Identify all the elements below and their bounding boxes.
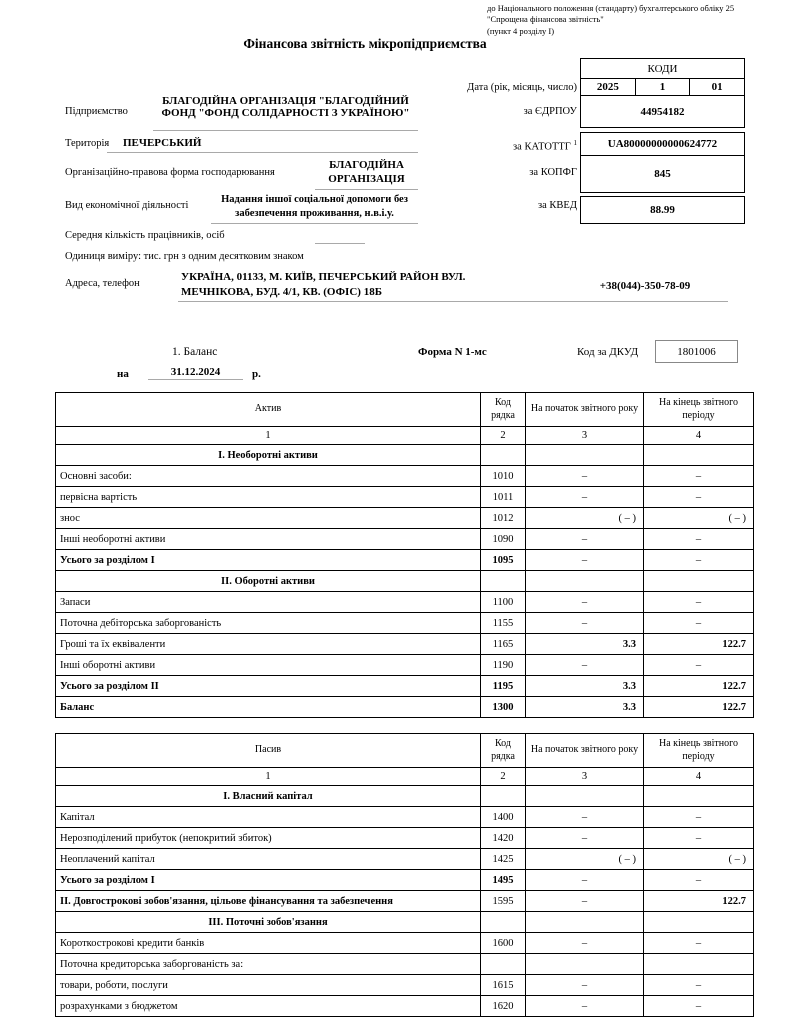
enterprise-label: Підприємство (65, 106, 128, 117)
row-label-cell: знос (56, 508, 481, 529)
row-value-start-cell: – (526, 613, 644, 634)
codes-header: КОДИ (580, 58, 745, 79)
row-value-end-cell: – (644, 975, 754, 996)
column-number: 1 (56, 768, 481, 786)
legal-form-label: Організаційно-правова форма господарювання (65, 167, 275, 178)
row-label-cell: Нерозподілений прибуток (непокритий збиток) (56, 828, 481, 849)
row-value-end-cell: – (644, 933, 754, 954)
row-value-start-cell: – (526, 466, 644, 487)
row-label-cell: Поточна дебіторська заборгованість (56, 613, 481, 634)
table-row (56, 634, 754, 655)
enterprise-value-line: БЛАГОДІЙНА ОРГАНІЗАЦІЯ "БЛАГОДІЙНИЙ (162, 95, 409, 107)
row-code-cell (481, 786, 526, 807)
code-date-month-cell: 1 (635, 78, 691, 96)
balance-date-prefix: на (117, 368, 129, 380)
row-value-end-cell: – (644, 870, 754, 891)
section-label-cell: II. Оборотні активи (56, 571, 481, 592)
column-header-end: На кінець звітного періоду (644, 734, 754, 768)
row-code-cell: 1595 (481, 891, 526, 912)
row-code-cell: 1090 (481, 529, 526, 550)
column-header-code: Код рядка (481, 393, 526, 427)
row-label-cell: Інші оборотні активи (56, 655, 481, 676)
row-value-start-cell (526, 786, 644, 807)
table-row (56, 655, 754, 676)
row-label-cell: Усього за розділом II (56, 676, 481, 697)
section-label-cell: III. Поточні зобов'язання (56, 912, 481, 933)
address-value-line: УКРАЇНА, 01133, М. КИЇВ, ПЕЧЕРСЬКИЙ РАЙОН ВУЛ. (181, 271, 466, 283)
table-row (56, 891, 754, 912)
row-value-start-cell (526, 571, 644, 592)
row-value-end-cell: – (644, 466, 754, 487)
code-edrpou-cell: 44954182 (580, 95, 745, 128)
row-code-cell: 1420 (481, 828, 526, 849)
row-code-cell: 1495 (481, 870, 526, 891)
row-code-cell (481, 571, 526, 592)
row-value-start-cell: – (526, 933, 644, 954)
row-code-cell: 1600 (481, 933, 526, 954)
katottg-label (400, 139, 577, 153)
table-row (56, 975, 754, 996)
row-value-start-cell: – (526, 975, 644, 996)
row-label-cell: II. Довгострокові зобов'язання, цільове фінансування та забезпечення (56, 891, 481, 912)
katottg-label-text: за КАТОТТГ (513, 141, 571, 153)
code-date-day-cell: 01 (689, 78, 745, 96)
row-code-cell: 1095 (481, 550, 526, 571)
activity-value-line: забезпечення проживання, н.в.і.у. (235, 208, 394, 219)
row-label-cell: Неоплачений капітал (56, 849, 481, 870)
row-value-end-cell: – (644, 996, 754, 1017)
katottg-footnote-marker: 1 (573, 139, 577, 147)
regulation-note-line: до Національного положення (стандарту) бухгалтерського обліку 25 (487, 3, 735, 13)
column-header-start: На початок звітного року (526, 734, 644, 768)
row-label-cell: Капітал (56, 807, 481, 828)
row-code-cell (481, 954, 526, 975)
row-code-cell: 1195 (481, 676, 526, 697)
column-number: 2 (481, 427, 526, 445)
row-label-cell: Баланс (56, 697, 481, 718)
row-value-start-cell: – (526, 529, 644, 550)
row-value-start-cell: – (526, 870, 644, 891)
row-value-end-cell: 122.7 (644, 697, 754, 718)
row-value-end-cell: ( – ) (644, 849, 754, 870)
row-value-end-cell: – (644, 613, 754, 634)
section-row (56, 786, 754, 807)
kved-label: за КВЕД (537, 200, 577, 211)
section-label-cell: I. Необоротні активи (56, 445, 481, 466)
table-row (56, 676, 754, 697)
date-label: Дата (рік, місяць, число) (467, 82, 577, 93)
balance-year-suffix: р. (252, 368, 261, 380)
row-code-cell: 1100 (481, 592, 526, 613)
codes-date-row (580, 78, 745, 96)
section-row (56, 912, 754, 933)
column-header-end: На кінець звітного періоду (644, 393, 754, 427)
code-kopfg-cell: 845 (580, 155, 745, 193)
table-row (56, 828, 754, 849)
row-value-start-cell: – (526, 996, 644, 1017)
liability-table-header-row (56, 734, 754, 768)
row-value-end-cell: ( – ) (644, 508, 754, 529)
column-number: 4 (644, 768, 754, 786)
employees-label: Середня кількість працівників, осіб (65, 230, 225, 241)
row-code-cell: 1165 (481, 634, 526, 655)
row-value-end-cell: – (644, 655, 754, 676)
column-number: 2 (481, 768, 526, 786)
row-value-start-cell: 3.3 (526, 697, 644, 718)
row-value-start-cell (526, 954, 644, 975)
territory-label: Територія (65, 138, 110, 149)
row-value-end-cell (644, 912, 754, 933)
row-value-start-cell: – (526, 828, 644, 849)
row-label-cell: Усього за розділом I (56, 550, 481, 571)
row-code-cell: 1190 (481, 655, 526, 676)
row-value-end-cell: 122.7 (644, 634, 754, 655)
activity-label: Вид економічної діяльності (65, 200, 189, 211)
column-header-code: Код рядка (481, 734, 526, 768)
row-label-cell: розрахунками з бюджетом (56, 996, 481, 1017)
address-label: Адреса, телефон (65, 278, 140, 289)
table-row (56, 849, 754, 870)
row-label-cell: Поточна кредиторська заборгованість за: (56, 954, 481, 975)
row-label-cell: Гроші та їх еквіваленти (56, 634, 481, 655)
row-value-start-cell: – (526, 891, 644, 912)
row-label-cell: Основні засоби: (56, 466, 481, 487)
phone-value: +38(044)-350-78-09 (599, 280, 691, 292)
table-row (56, 933, 754, 954)
unit-label: Одиниця виміру: тис. грн з одним десятковим знаком (65, 251, 304, 262)
codes-box (580, 58, 745, 224)
dkud-label: Код за ДКУД (577, 346, 639, 358)
column-number: 3 (526, 768, 644, 786)
row-value-start-cell: – (526, 550, 644, 571)
column-number: 4 (644, 427, 754, 445)
column-numbers-row (56, 768, 754, 786)
form-number-label: Форма N 1-мс (418, 346, 487, 358)
employees-underline (315, 243, 365, 244)
regulation-note (487, 3, 787, 37)
code-kved-cell: 88.99 (580, 196, 745, 224)
document-title: Фінансова звітність мікропідприємства (243, 36, 487, 51)
row-value-end-cell: – (644, 828, 754, 849)
section-label-cell: I. Власний капітал (56, 786, 481, 807)
row-value-end-cell: 122.7 (644, 891, 754, 912)
row-value-end-cell (644, 571, 754, 592)
row-label-cell: Інші необоротні активи (56, 529, 481, 550)
row-value-end-cell (644, 954, 754, 975)
table-row (56, 487, 754, 508)
row-value-start-cell: 3.3 (526, 676, 644, 697)
address-underline (178, 301, 728, 302)
row-value-end-cell (644, 786, 754, 807)
row-code-cell: 1425 (481, 849, 526, 870)
row-value-start-cell: ( – ) (526, 508, 644, 529)
legal-form-value-line: ОРГАНІЗАЦІЯ (328, 173, 405, 185)
row-value-start-cell (526, 912, 644, 933)
table-row (56, 954, 754, 975)
balance-date-value: 31.12.2024 (148, 366, 243, 380)
table-row (56, 592, 754, 613)
row-value-end-cell: – (644, 807, 754, 828)
activity-underline (211, 223, 418, 224)
enterprise-value-line: ФОНД "ФОНД СОЛІДАРНОСТІ З УКРАЇНОЮ" (161, 107, 410, 119)
row-value-end-cell: – (644, 592, 754, 613)
row-value-start-cell: 3.3 (526, 634, 644, 655)
territory-underline (107, 152, 418, 153)
column-number: 1 (56, 427, 481, 445)
legal-form-value-line: БЛАГОДІЙНА (329, 159, 404, 171)
row-label-cell: Запаси (56, 592, 481, 613)
table-row (56, 870, 754, 891)
address-value (181, 270, 581, 299)
row-code-cell (481, 912, 526, 933)
row-value-start-cell: ( – ) (526, 849, 644, 870)
row-value-start-cell (526, 445, 644, 466)
column-number: 3 (526, 427, 644, 445)
column-numbers-row (56, 427, 754, 445)
asset-table-header-row (56, 393, 754, 427)
table-row (56, 613, 754, 634)
row-value-end-cell: – (644, 529, 754, 550)
row-code-cell: 1615 (481, 975, 526, 996)
row-code-cell: 1010 (481, 466, 526, 487)
row-label-cell: Усього за розділом I (56, 870, 481, 891)
code-date-year-cell: 2025 (580, 78, 636, 96)
regulation-note-line: (пункт 4 розділу I) (487, 25, 555, 36)
asset-table (55, 392, 754, 718)
row-code-cell: 1155 (481, 613, 526, 634)
row-code-cell: 1011 (481, 487, 526, 508)
row-label-cell: Короткострокові кредити банків (56, 933, 481, 954)
enterprise-underline (153, 130, 418, 131)
row-code-cell: 1300 (481, 697, 526, 718)
table-row (56, 996, 754, 1017)
row-value-end-cell (644, 445, 754, 466)
column-header-name: Актив (56, 393, 481, 427)
row-value-start-cell: – (526, 807, 644, 828)
row-code-cell: 1400 (481, 807, 526, 828)
row-value-start-cell: – (526, 592, 644, 613)
table-row (56, 466, 754, 487)
section-row (56, 445, 754, 466)
table-row (56, 807, 754, 828)
table-row (56, 508, 754, 529)
table-row (56, 529, 754, 550)
enterprise-value (153, 95, 418, 119)
row-value-start-cell: – (526, 487, 644, 508)
row-value-end-cell: – (644, 550, 754, 571)
liability-table (55, 733, 754, 1017)
row-value-end-cell: 122.7 (644, 676, 754, 697)
row-code-cell (481, 445, 526, 466)
row-value-start-cell: – (526, 655, 644, 676)
row-label-cell: первісна вартість (56, 487, 481, 508)
dkud-value-box: 1801006 (655, 340, 738, 363)
territory-value: ПЕЧЕРСЬКИЙ (123, 137, 202, 149)
code-katottg-cell: UA80000000000624772 (580, 132, 745, 156)
row-code-cell: 1620 (481, 996, 526, 1017)
activity-value (211, 193, 418, 221)
column-header-name: Пасив (56, 734, 481, 768)
table-row (56, 697, 754, 718)
row-code-cell: 1012 (481, 508, 526, 529)
legal-form-underline (315, 189, 418, 190)
activity-value-line: Надання іншої соціальної допомоги без (221, 194, 408, 205)
kopfg-label: за КОПФГ (529, 167, 577, 178)
edrpou-label: за ЄДРПОУ (523, 106, 577, 117)
balance-section-title: 1. Баланс (172, 346, 218, 358)
regulation-note-line: "Спрощена фінансова звітність" (487, 14, 604, 25)
section-row (56, 571, 754, 592)
column-header-start: На початок звітного року (526, 393, 644, 427)
address-value-line: МЕЧНІКОВА, БУД. 4/1, КВ. (ОФІС) 18Б (181, 285, 382, 298)
row-label-cell: товари, роботи, послуги (56, 975, 481, 996)
table-row (56, 550, 754, 571)
row-value-end-cell: – (644, 487, 754, 508)
